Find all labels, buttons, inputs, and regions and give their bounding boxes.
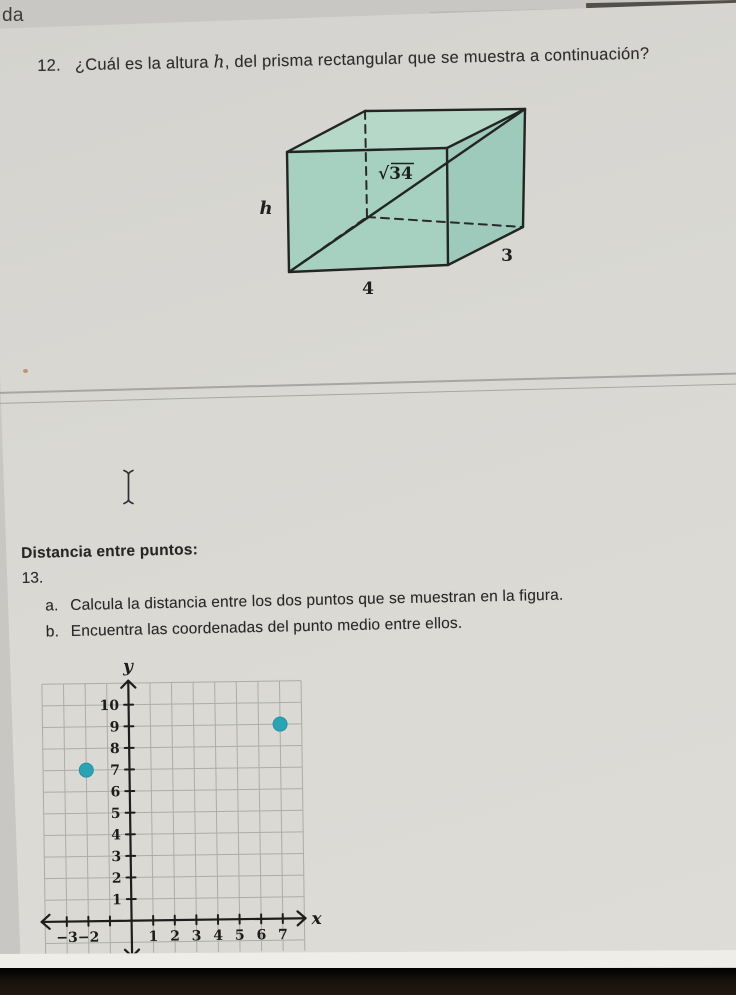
- coordinate-grid: [22, 644, 336, 968]
- x-tick-label: 3: [192, 928, 202, 944]
- paper-speck: [23, 369, 28, 373]
- x-axis-label: x: [310, 909, 322, 929]
- x-tick-label: −3: [56, 930, 78, 946]
- plotted-point: [273, 717, 287, 731]
- prism-depth-label: 3: [501, 246, 513, 266]
- prism-height-label: h: [259, 198, 272, 219]
- section-heading: Distancia entre puntos:: [21, 532, 641, 563]
- x-tick-label: 7: [278, 927, 288, 943]
- height-variable: h: [213, 52, 225, 72]
- x-tick-label: 5: [235, 928, 245, 944]
- y-tick-label: 3: [111, 849, 121, 865]
- y-tick-label: 1: [112, 892, 122, 908]
- y-tick-label: 9: [110, 719, 120, 735]
- item-a-text: Calcula la distancia entre los dos puntos que se muestran en la figura.: [70, 586, 563, 617]
- text-cursor-icon: [122, 469, 136, 506]
- question-12-number: 12.: [37, 57, 61, 75]
- plotted-point: [79, 763, 93, 777]
- y-tick-label: 10: [100, 698, 120, 714]
- y-tick-label: 6: [110, 784, 120, 800]
- y-tick-label: 4: [111, 827, 121, 843]
- y-tick-label: 8: [110, 741, 120, 757]
- y-tick-label: 2: [112, 871, 122, 887]
- x-tick-label: 2: [170, 929, 180, 945]
- x-tick-label: −2: [78, 930, 100, 946]
- y-tick-label: 5: [111, 806, 121, 822]
- item-b-text: Encuentra las coordenadas del punto medio entre ellos.: [71, 614, 463, 643]
- distance-section: [21, 532, 643, 644]
- x-tick-label: 1: [148, 929, 158, 945]
- item-b-marker: b.: [46, 622, 71, 643]
- y-axis-label: y: [122, 657, 134, 677]
- page-corner-label: da: [2, 5, 24, 27]
- question-12-text-before: ¿Cuál es la altura: [75, 53, 214, 74]
- prism-width-label: 4: [362, 279, 374, 299]
- y-tick-label: 7: [110, 763, 120, 779]
- prism-diagonal-label: √34: [378, 164, 413, 184]
- x-tick-label: 4: [213, 928, 223, 944]
- rectangular-prism-figure: [240, 95, 540, 305]
- x-tick-label: 6: [256, 927, 266, 943]
- question-12-text-after: , del prisma rectangular que se muestra a continuación?: [225, 45, 650, 72]
- question-13-number: 13.: [22, 557, 642, 588]
- item-a-marker: a.: [45, 596, 70, 617]
- photo-edge-bottom-bar: [0, 968, 736, 995]
